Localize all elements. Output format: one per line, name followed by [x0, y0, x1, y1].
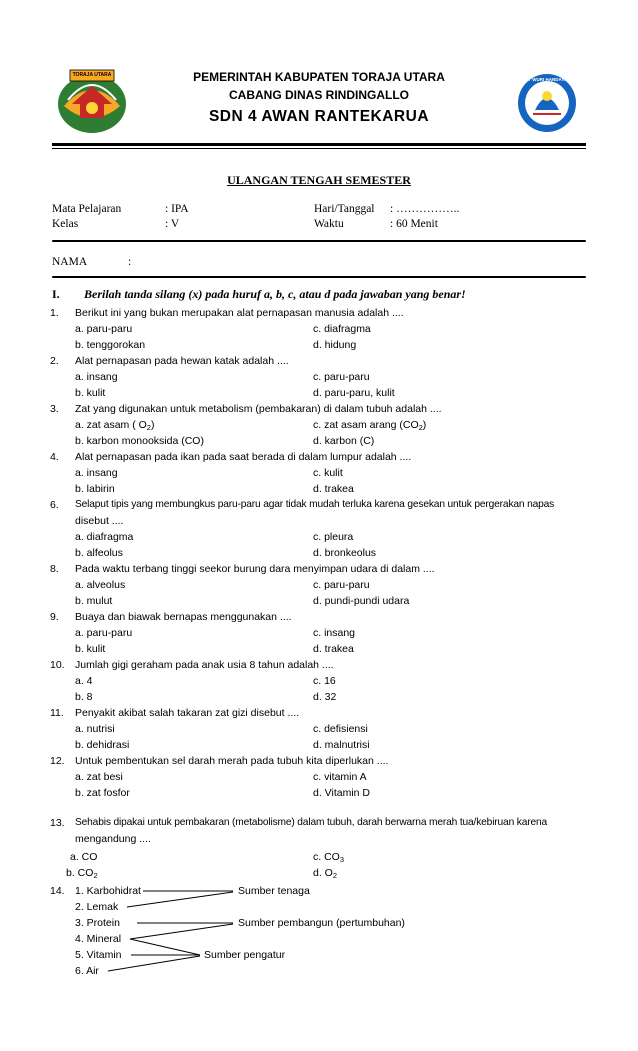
q14-left-3[interactable]: 3. Protein — [75, 917, 120, 929]
question-4-number: 4. — [50, 451, 59, 463]
question-4-option-d[interactable]: d. trakea — [313, 483, 354, 495]
question-9-option-d[interactable]: d. trakea — [313, 643, 354, 655]
question-2-option-a[interactable]: a. insang — [75, 371, 118, 383]
q14-left-4[interactable]: 4. Mineral — [75, 933, 122, 945]
question-9-option-a[interactable]: a. paru-paru — [75, 627, 133, 639]
question-11-text: Penyakit akibat salah takaran zat gizi disebut .... — [75, 707, 300, 719]
q14-left-1[interactable]: 1. Karbohidrat — [75, 885, 141, 897]
left-logo-text: TORAJA UTARA — [72, 72, 112, 78]
match-line-mineral-pembangun — [130, 924, 233, 939]
question-8-option-a[interactable]: a. alveolus — [75, 579, 126, 591]
question-9-option-c[interactable]: c. insang — [313, 627, 356, 639]
question-1-option-b[interactable]: b. tenggorokan — [75, 339, 146, 351]
question-8-option-c[interactable]: c. paru-paru — [313, 579, 370, 591]
question-12-option-d[interactable]: d. Vitamin D — [313, 787, 370, 799]
question-13-option-d[interactable]: d. $O_2$ — [313, 867, 338, 880]
question-13-option-a[interactable]: a. CO — [70, 851, 98, 863]
question-3-option-b[interactable]: b. karbon monooksida (CO) — [75, 435, 204, 447]
question-10-number: 10. — [50, 659, 65, 671]
school-name: SDN 4 AWAN RANTEKARUA — [208, 108, 430, 125]
question-13-number: 13. — [50, 817, 65, 829]
question-12-option-a[interactable]: a. zat besi — [75, 771, 123, 783]
question-9-option-b[interactable]: b. kulit — [75, 643, 106, 655]
right-logo-text: TUT WURI HANDAYANI — [522, 77, 572, 82]
question-6-option-d[interactable]: d. bronkeolus — [313, 547, 377, 559]
q14-right-2[interactable]: Sumber pembangun (pertumbuhan) — [238, 917, 405, 929]
question-8-option-d[interactable]: d. pundi-pundi udara — [313, 595, 410, 607]
question-2-option-b[interactable]: b. kulit — [75, 387, 106, 399]
question-1-number: 1. — [50, 307, 59, 319]
question-13-text: Sehabis dipakai untuk pembakaran (metabolisme) dalam tubuh, darah berwarna merah tua/kebiruan karena — [75, 817, 548, 828]
question-2-text: Alat pernapasan pada hewan katak adalah .... — [75, 355, 289, 367]
question-4-option-c[interactable]: c. kulit — [313, 467, 343, 479]
question-3-option-d[interactable]: d. karbon (C) — [313, 435, 375, 447]
question-4-option-a[interactable]: a. insang — [75, 467, 118, 479]
section-number: I. — [52, 287, 60, 301]
question-12-option-b[interactable]: b. zat fosfor — [75, 787, 130, 799]
match-line-mineral-pengatur — [130, 939, 200, 955]
class-value: : V — [165, 218, 180, 230]
question-10-option-d[interactable]: d. 32 — [313, 691, 337, 703]
question-13-text-line2: mengandung .... — [75, 833, 151, 845]
question-10-option-a[interactable]: a. 4 — [75, 675, 93, 687]
subject-label: Mata Pelajaran — [52, 203, 122, 215]
question-12-number: 12. — [50, 755, 65, 767]
exam-title: ULANGAN TENGAH SEMESTER — [227, 173, 411, 187]
question-2-option-d[interactable]: d. paru-paru, kulit — [313, 387, 395, 399]
class-label: Kelas — [52, 218, 79, 230]
time-value: : 60 Menit — [390, 218, 438, 230]
question-10-text: Jumlah gigi geraham pada anak usia 8 tahun adalah .... — [75, 659, 334, 671]
question-11-number: 11. — [50, 707, 64, 719]
question-6-number: 6. — [50, 499, 59, 511]
question-6-option-c[interactable]: c. pleura — [313, 531, 354, 543]
question-10-option-c[interactable]: c. 16 — [313, 675, 336, 687]
question-9-text: Buaya dan biawak bernapas menggunakan .... — [75, 611, 292, 623]
question-4-text: Alat pernapasan pada ikan pada saat berada di dalam lumpur adalah .... — [75, 451, 412, 463]
question-8-number: 8. — [50, 563, 59, 575]
date-label: Hari/Tanggal — [314, 203, 375, 215]
section-instruction: Berilah tanda silang (x) pada huruf a, b, c, atau d pada jawaban yang benar! — [84, 287, 466, 301]
question-6-option-a[interactable]: a. diafragma — [75, 531, 134, 543]
question-13-option-c[interactable]: c. $CO_3$ — [313, 851, 345, 864]
question-8-text: Pada waktu terbang tinggi seekor burung dara menyimpan udara di dalam .... — [75, 563, 435, 575]
question-12-text: Untuk pembentukan sel darah merah pada tubuh kita diperlukan .... — [75, 755, 389, 767]
question-3-option-a[interactable]: a. zat asam ( $O_2$) — [75, 419, 155, 432]
time-label: Waktu — [314, 218, 344, 230]
question-13-option-b[interactable]: b. $CO_2$ — [66, 867, 98, 880]
name-label: NAMA — [52, 256, 88, 268]
question-11-option-d[interactable]: d. malnutrisi — [313, 739, 370, 751]
question-12-option-c[interactable]: c. vitamin A — [313, 771, 367, 783]
question-3-text: Zat yang digunakan untuk metabolism (pembakaran) di dalam tubuh adalah .... — [75, 403, 442, 415]
match-line-air-pengatur — [108, 956, 200, 971]
question-3-option-c[interactable]: c. zat asam arang $(CO_2)$ — [313, 419, 427, 432]
question-2-number: 2. — [50, 355, 59, 367]
question-8-option-b[interactable]: b. mulut — [75, 595, 113, 607]
q14-left-6[interactable]: 6. Air — [75, 965, 99, 977]
q14-left-5[interactable]: 5. Vitamin — [75, 949, 122, 961]
question-11-option-a[interactable]: a. nutrisi — [75, 723, 115, 735]
q14-right-1[interactable]: Sumber tenaga — [238, 885, 310, 897]
question-6-text-line2: disebut .... — [75, 515, 124, 527]
question-1-option-a[interactable]: a. paru-paru — [75, 323, 133, 335]
question-11-option-c[interactable]: c. defisiensi — [313, 723, 368, 735]
date-value: : …………….. — [390, 203, 460, 215]
question-2-option-c[interactable]: c. paru-paru — [313, 371, 370, 383]
question-3-number: 3. — [50, 403, 59, 415]
question-14-number: 14. — [50, 885, 65, 897]
header-line2: CABANG DINAS RINDINGALLO — [229, 88, 409, 102]
question-10-option-b[interactable]: b. 8 — [75, 691, 93, 703]
question-11-option-b[interactable]: b. dehidrasi — [75, 739, 130, 751]
q14-left-2[interactable]: 2. Lemak — [75, 901, 119, 913]
q14-right-3[interactable]: Sumber pengatur — [204, 949, 286, 961]
question-9-number: 9. — [50, 611, 59, 623]
question-4-option-b[interactable]: b. labirin — [75, 483, 115, 495]
question-6-text: Selaput tipis yang membungkus paru-paru agar tidak mudah terluka karena gesekan untuk pergerakan napas — [75, 499, 555, 510]
header-line1: PEMERINTAH KABUPATEN TORAJA UTARA — [193, 70, 445, 84]
name-colon: : — [128, 256, 132, 268]
question-1-text: Berikut ini yang bukan merupakan alat pernapasan manusia adalah .... — [75, 307, 404, 319]
subject-value: : IPA — [165, 203, 189, 215]
question-6-option-b[interactable]: b. alfeolus — [75, 547, 123, 559]
question-1-option-d[interactable]: d. hidung — [313, 339, 357, 351]
question-1-option-c[interactable]: c. diafragma — [313, 323, 371, 335]
match-line-lemak-tenaga — [127, 892, 233, 907]
